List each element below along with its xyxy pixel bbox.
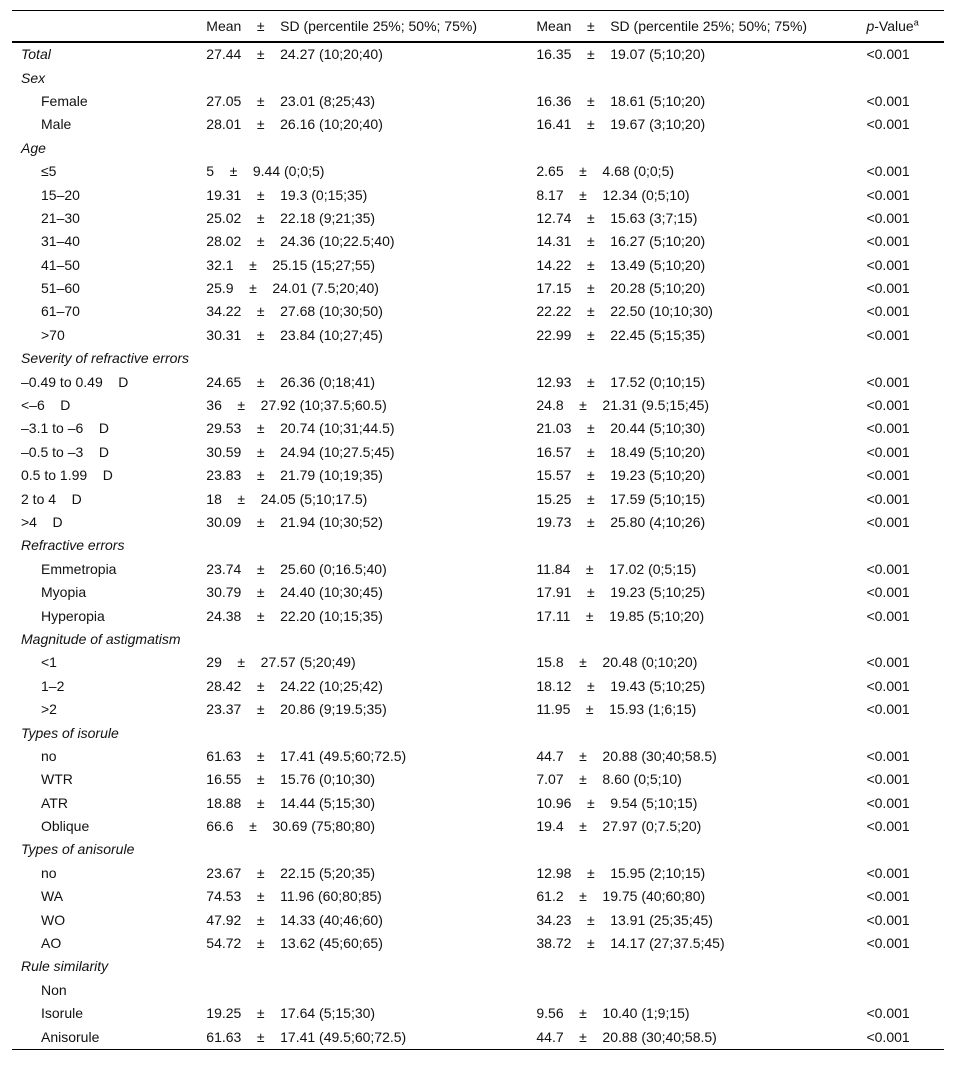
table-row [12, 113, 944, 136]
group1-stats-cell: 30.59 ± 24.94 (10;27.5;45) [206, 443, 395, 460]
p-value-cell: <0.001 [866, 233, 910, 250]
table-row [12, 160, 944, 183]
group2-stats-cell: 2.65 ± 4.68 (0;0;5) [536, 163, 675, 180]
group1-stats-cell [206, 955, 536, 978]
group1-stats-cell: 19.31 ± 19.3 (0;15;35) [206, 186, 368, 203]
row-label: 41–50 [41, 256, 80, 273]
row-label: Isorule [41, 1005, 84, 1022]
row-label: 61–70 [41, 303, 80, 320]
p-value-cell: <0.001 [866, 303, 910, 320]
group1-stats-cell [206, 347, 536, 370]
p-value-cell: <0.001 [866, 209, 910, 226]
p-value-cell: <0.001 [866, 584, 910, 601]
table-row [12, 862, 944, 885]
p-value-cell: <0.001 [866, 654, 910, 671]
group1-stats-cell: 23.74 ± 25.60 (0;16.5;40) [206, 560, 387, 577]
pvalue-rest: -Value [874, 17, 914, 34]
table-row [12, 979, 944, 1002]
group1-stats-cell: 30.31 ± 23.84 (10;27;45) [206, 326, 383, 343]
group2-stats-cell [536, 979, 866, 1002]
row-label: WA [41, 888, 64, 905]
group2-stats-cell: 44.7 ± 20.88 (30;40;58.5) [536, 1028, 717, 1045]
table-row [12, 838, 944, 861]
table-row [12, 90, 944, 113]
table-row [12, 347, 944, 370]
row-label: WO [41, 911, 66, 928]
group2-stats-cell: 61.2 ± 19.75 (40;60;80) [536, 888, 706, 905]
table-row [12, 42, 944, 66]
table-row [12, 324, 944, 347]
group2-stats-cell [536, 534, 866, 557]
group1-stats-cell: 28.42 ± 24.22 (10;25;42) [206, 677, 383, 694]
p-value-cell [866, 838, 944, 861]
row-label: 31–40 [41, 233, 80, 250]
table-row [12, 441, 944, 464]
table-row [12, 908, 944, 931]
group1-stats-cell: 36 ± 27.92 (10;37.5;60.5) [206, 397, 387, 414]
p-value-cell: <0.001 [866, 794, 910, 811]
row-label: 51–60 [41, 280, 80, 297]
group1-stats-cell: 23.83 ± 21.79 (10;19;35) [206, 467, 383, 484]
table-row [12, 1002, 944, 1025]
group2-stats-cell: 17.11 ± 19.85 (5;10;20) [536, 607, 705, 624]
group1-stats-cell: 27.05 ± 23.01 (8;25;43) [206, 92, 376, 109]
p-value-cell: <0.001 [866, 607, 910, 624]
row-label: >4 D [21, 514, 63, 530]
row-label: <–6 D [21, 397, 71, 414]
group2-stats-cell: 10.96 ± 9.54 (5;10;15) [536, 794, 698, 811]
group2-stats-cell [536, 955, 866, 978]
row-label: 2 to 4 D [21, 490, 82, 507]
p-value-cell: <0.001 [866, 490, 910, 507]
table-row [12, 254, 944, 277]
table-row [12, 628, 944, 651]
group1-stats-cell: 16.55 ± 15.76 (0;10;30) [206, 771, 376, 788]
statistics-table [12, 10, 944, 1050]
group2-stats-cell: 19.73 ± 25.80 (4;10;26) [536, 514, 706, 530]
table-row [12, 745, 944, 768]
row-label: Oblique [41, 818, 90, 835]
p-value-cell: <0.001 [866, 116, 910, 133]
row-label: 1–2 [41, 677, 65, 694]
group2-stats-cell: 15.25 ± 17.59 (5;10;15) [536, 490, 706, 507]
group1-stats-cell [206, 66, 536, 89]
group1-stats-cell: 23.37 ± 20.86 (9;19.5;35) [206, 701, 387, 718]
group1-stats-cell: 18 ± 24.05 (5;10;17.5) [206, 490, 368, 507]
group2-stats-cell: 11.84 ± 17.02 (0;5;15) [536, 560, 697, 577]
group2-stats-cell: 17.91 ± 19.23 (5;10;25) [536, 584, 706, 601]
table-row [12, 1025, 944, 1049]
p-value-cell: <0.001 [866, 92, 910, 109]
group2-stats-cell: 14.22 ± 13.49 (5;10;20) [536, 256, 706, 273]
p-value-cell: <0.001 [866, 888, 910, 905]
group2-stats-cell: 11.95 ± 15.93 (1;6;15) [536, 701, 697, 718]
table-row [12, 698, 944, 721]
p-value-cell: <0.001 [866, 46, 910, 63]
table-row [12, 675, 944, 698]
group2-stats-cell: 15.57 ± 19.23 (5;10;20) [536, 467, 706, 484]
group1-stats-cell: 30.09 ± 21.94 (10;30;52) [206, 514, 383, 530]
group2-stats-cell: 14.31 ± 16.27 (5;10;20) [536, 233, 706, 250]
table-row [12, 815, 944, 838]
p-value-cell: <0.001 [866, 560, 910, 577]
group2-stats-cell: 16.41 ± 19.67 (3;10;20) [536, 116, 706, 133]
pvalue-sup: a [913, 16, 919, 27]
row-label: Hyperopia [41, 607, 105, 624]
table-row [12, 955, 944, 978]
p-value-cell: <0.001 [866, 747, 910, 764]
table-row [12, 604, 944, 627]
row-label: –3.1 to –6 D [21, 420, 109, 437]
group1-stats-cell: 30.79 ± 24.40 (10;30;45) [206, 584, 383, 601]
table-row [12, 464, 944, 487]
table-row [12, 534, 944, 557]
group2-stats-cell: 16.36 ± 18.61 (5;10;20) [536, 92, 706, 109]
group2-stats-cell: 15.8 ± 20.48 (0;10;20) [536, 654, 698, 671]
group2-stats-cell: 22.22 ± 22.50 (10;10;30) [536, 303, 713, 320]
table-row [12, 792, 944, 815]
pvalue-italic: p [866, 17, 875, 34]
row-label: Types of isorule [21, 724, 119, 741]
row-label: Emmetropia [41, 560, 117, 577]
group1-stats-cell: 5 ± 9.44 (0;0;5) [206, 163, 325, 180]
row-label: Magnitude of astigmatism [21, 630, 181, 647]
p-value-cell [866, 534, 944, 557]
p-value-cell [866, 137, 944, 160]
p-value-cell: <0.001 [866, 373, 910, 390]
group2-stats-cell [536, 347, 866, 370]
p-value-cell: <0.001 [866, 864, 910, 881]
group2-stats-cell [536, 628, 866, 651]
row-label: AO [41, 935, 62, 952]
group1-stats-cell: 29.53 ± 20.74 (10;31;44.5) [206, 420, 395, 437]
row-label: Rule similarity [21, 958, 109, 975]
table-row [12, 651, 944, 674]
group1-stats-cell [206, 534, 536, 557]
row-label: Male [41, 116, 72, 133]
group1-stats-cell: 47.92 ± 14.33 (40;46;60) [206, 911, 383, 928]
group1-stats-cell: 32.1 ± 25.15 (15;27;55) [206, 256, 376, 273]
table-row [12, 768, 944, 791]
table-row [12, 558, 944, 581]
row-label: Severity of refractive errors [21, 350, 190, 367]
group1-stats-cell [206, 721, 536, 744]
table-row [12, 394, 944, 417]
group2-stats-cell: 9.56 ± 10.40 (1;9;15) [536, 1005, 690, 1022]
row-label: >70 [41, 326, 65, 343]
group2-stats-cell [536, 66, 866, 89]
p-value-cell [866, 628, 944, 651]
group1-stats-cell: 28.01 ± 26.16 (10;20;40) [206, 116, 383, 133]
group1-stats-cell: 24.38 ± 22.20 (10;15;35) [206, 607, 383, 624]
p-value-cell: <0.001 [866, 280, 910, 297]
group2-stats-cell: 8.17 ± 12.34 (0;5;10) [536, 186, 690, 203]
group1-stats-cell [206, 137, 536, 160]
table-row [12, 277, 944, 300]
p-value-cell [866, 979, 944, 1002]
p-value-cell: <0.001 [866, 818, 910, 835]
row-label: >2 [41, 701, 57, 718]
header-col1: Mean ± SD (percentile 25%; 50%; 75%) [206, 17, 477, 34]
group1-stats-cell: 25.9 ± 24.01 (7.5;20;40) [206, 280, 379, 297]
p-value-cell: <0.001 [866, 911, 910, 928]
row-label: –0.49 to 0.49 D [21, 373, 129, 390]
row-label: Sex [21, 69, 46, 86]
group2-stats-cell: 18.12 ± 19.43 (5;10;25) [536, 677, 706, 694]
row-label: no [41, 864, 57, 881]
p-value-cell [866, 347, 944, 370]
row-label: 15–20 [41, 186, 80, 203]
row-label: 21–30 [41, 209, 80, 226]
table-row [12, 932, 944, 955]
p-value-cell: <0.001 [866, 677, 910, 694]
table-row [12, 183, 944, 206]
group2-stats-cell [536, 721, 866, 744]
row-label: 0.5 to 1.99 D [21, 467, 113, 484]
table-row [12, 370, 944, 393]
p-value-cell: <0.001 [866, 1028, 910, 1045]
group2-stats-cell: 24.8 ± 21.31 (9.5;15;45) [536, 397, 710, 414]
p-value-cell [866, 955, 944, 978]
p-value-cell [866, 721, 944, 744]
p-value-cell: <0.001 [866, 771, 910, 788]
group1-stats-cell: 28.02 ± 24.36 (10;22.5;40) [206, 233, 395, 250]
header-pvalue [866, 11, 944, 43]
group2-stats-cell: 19.4 ± 27.97 (0;7.5;20) [536, 818, 702, 835]
group2-stats-cell [536, 137, 866, 160]
group2-stats-cell: 22.99 ± 22.45 (5;15;35) [536, 326, 706, 343]
p-value-cell: <0.001 [866, 701, 910, 718]
table-body [12, 42, 944, 1049]
row-label: <1 [41, 654, 57, 671]
group2-stats-cell: 17.15 ± 20.28 (5;10;20) [536, 280, 706, 297]
group2-stats-cell [536, 838, 866, 861]
group1-stats-cell: 74.53 ± 11.96 (60;80;85) [206, 888, 382, 905]
group2-stats-cell: 34.23 ± 13.91 (25;35;45) [536, 911, 713, 928]
table-row [12, 417, 944, 440]
row-label: Anisorule [41, 1028, 100, 1045]
p-value-cell: <0.001 [866, 935, 910, 952]
group1-stats-cell: 27.44 ± 24.27 (10;20;40) [206, 46, 383, 63]
table-row [12, 581, 944, 604]
group1-stats-cell: 29 ± 27.57 (5;20;49) [206, 654, 356, 671]
group1-stats-cell: 34.22 ± 27.68 (10;30;50) [206, 303, 383, 320]
group2-stats-cell: 12.93 ± 17.52 (0;10;15) [536, 373, 706, 390]
group1-stats-cell [206, 628, 536, 651]
row-label: Refractive errors [21, 537, 125, 554]
group1-stats-cell: 66.6 ± 30.69 (75;80;80) [206, 818, 376, 835]
table-row [12, 230, 944, 253]
row-label: Age [21, 139, 46, 156]
table-row [12, 487, 944, 510]
row-label: Female [41, 92, 88, 109]
header-label-cell [12, 11, 206, 43]
table-row [12, 511, 944, 534]
row-label: Types of anisorule [21, 841, 135, 858]
group1-stats-cell: 18.88 ± 14.44 (5;15;30) [206, 794, 376, 811]
group2-stats-cell: 12.98 ± 15.95 (2;10;15) [536, 864, 706, 881]
table-row [12, 721, 944, 744]
group1-stats-cell [206, 979, 536, 1002]
group1-stats-cell: 23.67 ± 22.15 (5;20;35) [206, 864, 376, 881]
group1-stats-cell [206, 838, 536, 861]
group1-stats-cell: 61.63 ± 17.41 (49.5;60;72.5) [206, 747, 407, 764]
table-row [12, 66, 944, 89]
group2-stats-cell: 16.57 ± 18.49 (5;10;20) [536, 443, 706, 460]
row-label: –0.5 to –3 D [21, 443, 109, 460]
row-label: ≤5 [41, 163, 57, 180]
row-label: Myopia [41, 584, 87, 601]
row-label: WTR [41, 771, 73, 788]
table-row [12, 885, 944, 908]
p-value-cell: <0.001 [866, 397, 910, 414]
p-value-cell: <0.001 [866, 326, 910, 343]
group1-stats-cell: 25.02 ± 22.18 (9;21;35) [206, 209, 376, 226]
group1-stats-cell: 24.65 ± 26.36 (0;18;41) [206, 373, 376, 390]
table-row [12, 207, 944, 230]
p-value-cell: <0.001 [866, 443, 910, 460]
p-value-cell: <0.001 [866, 420, 910, 437]
group2-stats-cell: 7.07 ± 8.60 (0;5;10) [536, 771, 682, 788]
p-value-cell: <0.001 [866, 163, 910, 180]
p-value-cell [866, 66, 944, 89]
header-col2: Mean ± SD (percentile 25%; 50%; 75%) [536, 17, 808, 34]
table-header [12, 11, 944, 43]
group2-stats-cell: 16.35 ± 19.07 (5;10;20) [536, 46, 706, 63]
row-label: no [41, 747, 57, 764]
group2-stats-cell: 21.03 ± 20.44 (5;10;30) [536, 420, 706, 437]
row-label: Non [41, 981, 67, 998]
row-label: ATR [41, 794, 68, 811]
group2-stats-cell: 38.72 ± 14.17 (27;37.5;45) [536, 935, 725, 952]
p-value-cell: <0.001 [866, 186, 910, 203]
table-row [12, 137, 944, 160]
group2-stats-cell: 12.74 ± 15.63 (3;7;15) [536, 209, 698, 226]
table-row [12, 300, 944, 323]
group1-stats-cell: 19.25 ± 17.64 (5;15;30) [206, 1005, 376, 1022]
group1-stats-cell: 54.72 ± 13.62 (45;60;65) [206, 935, 383, 952]
p-value-cell: <0.001 [866, 467, 910, 484]
p-value-cell: <0.001 [866, 514, 910, 530]
p-value-cell: <0.001 [866, 1005, 910, 1022]
header-row [12, 11, 944, 43]
row-label: Total [21, 46, 51, 63]
p-value-cell: <0.001 [866, 256, 910, 273]
group2-stats-cell: 44.7 ± 20.88 (30;40;58.5) [536, 747, 717, 764]
group1-stats-cell: 61.63 ± 17.41 (49.5;60;72.5) [206, 1028, 407, 1045]
